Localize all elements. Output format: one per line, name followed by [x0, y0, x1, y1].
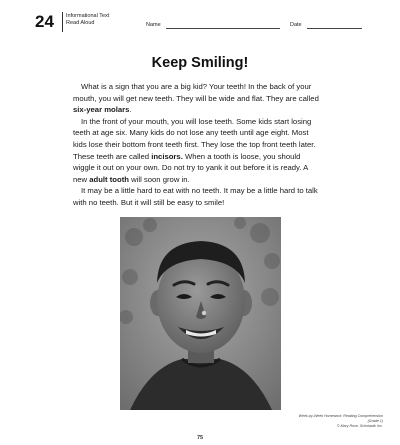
credit-line-2: © Mary Rose, Scholastic Inc. [336, 424, 383, 428]
copyright-credit [288, 414, 383, 429]
header-divider [62, 12, 63, 32]
smiling-boy-photo [120, 217, 281, 410]
story-title: Keep Smiling! [151, 55, 249, 71]
category-line-2: Read Aloud [66, 20, 95, 26]
name-label: Name [146, 22, 161, 28]
name-field[interactable] [166, 28, 280, 29]
term-incisors: incisors. [151, 151, 183, 161]
p2-text-a: In the front of your mouth, you will lose teeth. Some kids start losing teeth at age six. Many kids do not lose any teeth until age eight. Most kids lose their bottom front teeth first. They lose the top front teeth later. These teeth are called [73, 116, 316, 161]
photo-illustration [120, 217, 281, 410]
credit-line-1: Week-by-Week Homework: Reading Comprehension (Grade 1) [298, 414, 383, 423]
p2-text-b: When a tooth is loose, you should wiggle it out on your own. Do not try to yank it out before it is ready. A new [73, 151, 308, 184]
paragraph-2 [73, 116, 321, 186]
p1-text: What is a sign that you are a big kid? Your teeth! In the back of your mouth, you will get new teeth. They will be wide and flat. They are called [73, 82, 319, 103]
p2-text-c: will soon grow in. [128, 174, 190, 184]
term-six-year-molars: six-year molars [73, 105, 130, 115]
date-field[interactable] [307, 28, 362, 29]
date-label: Date [290, 22, 302, 28]
paragraph-3: It may be a little hard to eat with no teeth. It may be a little hard to talk with no teeth. But it will still be easy to smile! [73, 186, 318, 207]
category-line-1: Informational Text [66, 13, 110, 19]
lesson-number: 24 [35, 12, 54, 31]
category-label [66, 13, 109, 27]
worksheet-header [0, 0, 400, 34]
story-body [73, 81, 321, 209]
page-number: 75 [196, 435, 204, 441]
paragraph-1 [73, 81, 321, 116]
p1-end: . [129, 105, 132, 115]
term-adult-tooth: adult tooth [89, 174, 129, 184]
